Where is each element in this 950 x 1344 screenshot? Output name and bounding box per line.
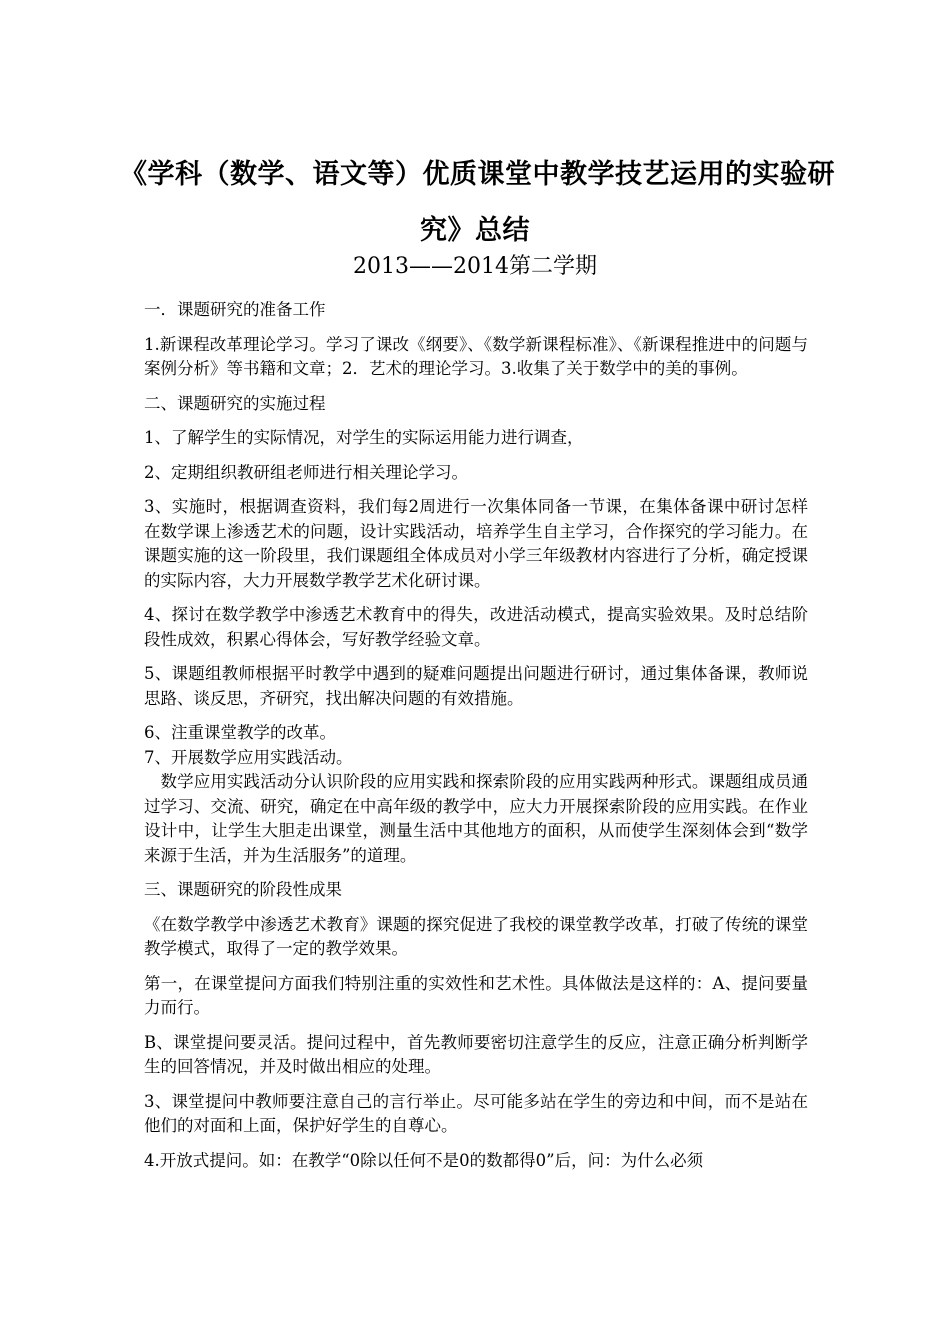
paragraph-item-5: 5、课题组教师根据平时教学中遇到的疑难问题提出问题进行研讨，通过集体备课，教师说思路、谈反思，齐研究，找出解决问题的有效措施。 [144, 664, 808, 708]
document-title-line-1: 《学科（数学、语文等）优质课堂中教学技艺运用的实验研 [120, 159, 835, 190]
document-body [144, 298, 808, 1183]
paragraph-theory-study: 1.新课程改革理论学习。学习了课改《纲要》、《数学新课程标准》、《新课程推进中的问题与案例分析》等书籍和文章；2．艺术的理论学习。3.收集了关于数学中的美的事例。 [144, 334, 808, 378]
paragraph-item-7: 7、开展数学应用实践活动。 [144, 747, 353, 767]
section-heading-implementation: 二、课题研究的实施过程 [144, 393, 326, 413]
paragraph-questioning-b: B、课堂提问要灵活。提问过程中，首先教师要密切注意学生的反应，注意正确分析判断学生的回答情况，并及时做出相应的处理。 [144, 1032, 808, 1076]
paragraph-practice-activity: 数学应用实践活动分认识阶段的应用实践和探索阶段的应用实践两种形式。课题组成员通过学习、交流、研究，确定在中高年级的教学中，应大力开展探索阶段的应用实践。在作业设计中，让学生大胆走出课堂，测量生活中其他地方的面积，从而使学生深刻体会到“数学来源于生活，并为生活服务”的道理。 [144, 772, 808, 865]
paragraph-item-1: 1、了解学生的实际情况，对学生的实际运用能力进行调查， [144, 428, 584, 447]
document-title-line-2: 究》总结 [420, 215, 530, 246]
paragraph-results-intro: 《在数学教学中渗透艺术教育》课题的探究促进了我校的课堂教学改革，打破了传统的课堂教学模式，取得了一定的教学效果。 [144, 914, 808, 958]
section-heading-preparation: 一．课题研究的准备工作 [144, 300, 326, 319]
document-term: 2013——2014第二学期 [353, 254, 597, 279]
paragraph-item-6: 6、注重课堂教学的改革。 [144, 723, 336, 742]
paragraph-questioning-first: 第一，在课堂提问方面我们特别注重的实效性和艺术性。具体做法是这样的：A、提问要量力而行。 [144, 973, 808, 1017]
paragraph-item-2: 2、定期组织教研组老师进行相关理论学习。 [144, 462, 468, 482]
paragraph-item-4: 4、探讨在数学教学中渗透艺术教育中的得失，改进活动模式，提高实验效果。及时总结阶段性成效，积累心得体会，写好教学经验文章。 [144, 605, 808, 649]
section-heading-results: 三、课题研究的阶段性成果 [144, 880, 342, 899]
paragraph-questioning-4: 4.开放式提问。如：在教学“0除以任何不是0的数都得0”后，问：为什么必须 [144, 1150, 704, 1170]
paragraph-questioning-3: 3、课堂提问中教师要注意自己的言行举止。尽可能多站在学生的旁边和中间，而不是站在他们的对面和上面，保护好学生的自尊心。 [144, 1091, 808, 1135]
paragraph-item-3: 3、实施时，根据调查资料，我们每2周进行一次集体同备一节课，在集体备课中研讨怎样在数学课上渗透艺术的问题，设计实践活动，培养学生自主学习，合作探究的学习能力。在课题实施的这一阶段里，我们课题组全体成员对小学三年级教材内容进行了分析，确定授课的实际内容，大力开展数学教学艺术化研讨课。 [144, 497, 808, 590]
